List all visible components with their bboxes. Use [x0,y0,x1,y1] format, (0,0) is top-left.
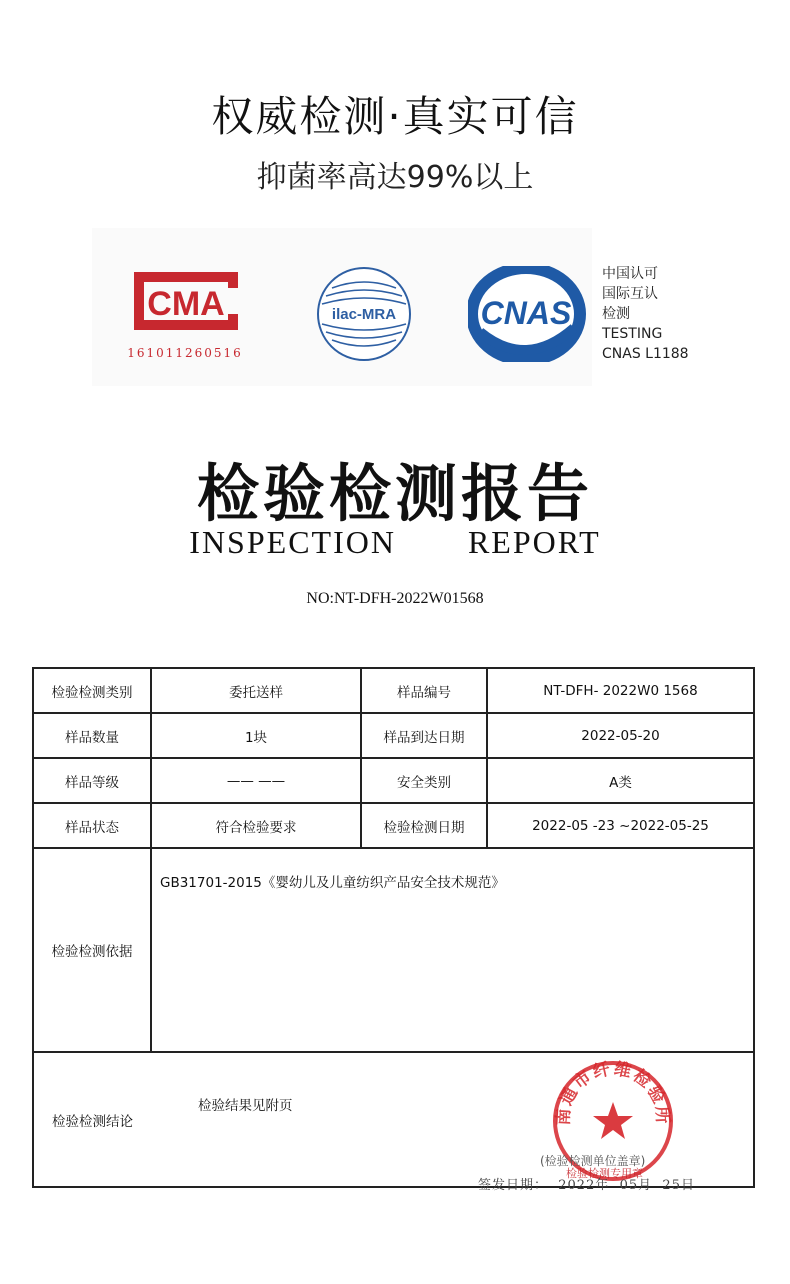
table-cell: NT-DFH- 2022W0 1568 [487,668,754,713]
seal-org-text: 南通市纤维检验所 [553,1059,673,1127]
table-cell: 符合检验要求 [151,803,361,848]
report-number: NO:NT-DFH-2022W01568 [306,590,484,607]
cnas-line: TESTING [602,326,663,342]
table-row-basis [33,848,754,1052]
conclusion-label: 检验检测结论 [33,1052,151,1187]
ilac-logo-text: ilac-MRA [331,306,397,323]
hero-title: 权威检测·真实可信 [211,92,579,141]
table-cell: 样品到达日期 [361,713,487,758]
table-cell: 2022-05 -23 ~2022-05-25 [487,803,754,848]
table-cell: 样品状态 [33,803,151,848]
table-row [33,803,754,848]
cnas-line: CNAS L1188 [602,346,689,362]
basis-value: GB31701-2015《婴幼儿及儿童纺织产品安全技术规范》 [151,848,754,1052]
table-cell: 检验检测类别 [33,668,151,713]
cma-logo-text: CMA [147,285,225,323]
table-row [33,668,754,713]
sign-date: 签发日期： 2022年 05月 25日 [478,1178,695,1193]
table-cell: 委托送样 [151,668,361,713]
report-title: 检验检测报告 [196,457,593,530]
cnas-logo-text: CNAS [480,295,572,331]
cma-number: 161011260516 [127,346,243,360]
table-row [33,713,754,758]
cnas-accreditation-text [602,264,689,364]
table-row [33,758,754,803]
cnas-line: 检测 [602,306,630,322]
certification-logos [92,228,592,386]
ilac-mra-logo-icon [316,266,412,362]
table-cell: 1块 [151,713,361,758]
cnas-logo-icon [468,266,588,362]
table-cell: 检验检测日期 [361,803,487,848]
table-cell: A类 [487,758,754,803]
stamp-caption: (检验检测单位盖章) [540,1154,646,1168]
basis-label: 检验检测依据 [33,848,151,1052]
stamp-subtext: 检验检测专用章 [566,1167,643,1180]
cnas-line: 国际互认 [602,286,658,302]
cma-logo-icon [124,266,248,336]
cnas-line: 中国认可 [602,266,658,282]
table-cell: 安全类别 [361,758,487,803]
conclusion-value: 检验结果见附页 [198,1098,293,1114]
table-cell: 2022-05-20 [487,713,754,758]
report-title-en: INSPECTION REPORT [189,524,601,560]
table-cell: —— —— [151,758,361,803]
table-cell: 样品数量 [33,713,151,758]
table-cell: 样品编号 [361,668,487,713]
hero-subtitle: 抑菌率高达99%以上 [256,160,534,195]
table-cell: 样品等级 [33,758,151,803]
